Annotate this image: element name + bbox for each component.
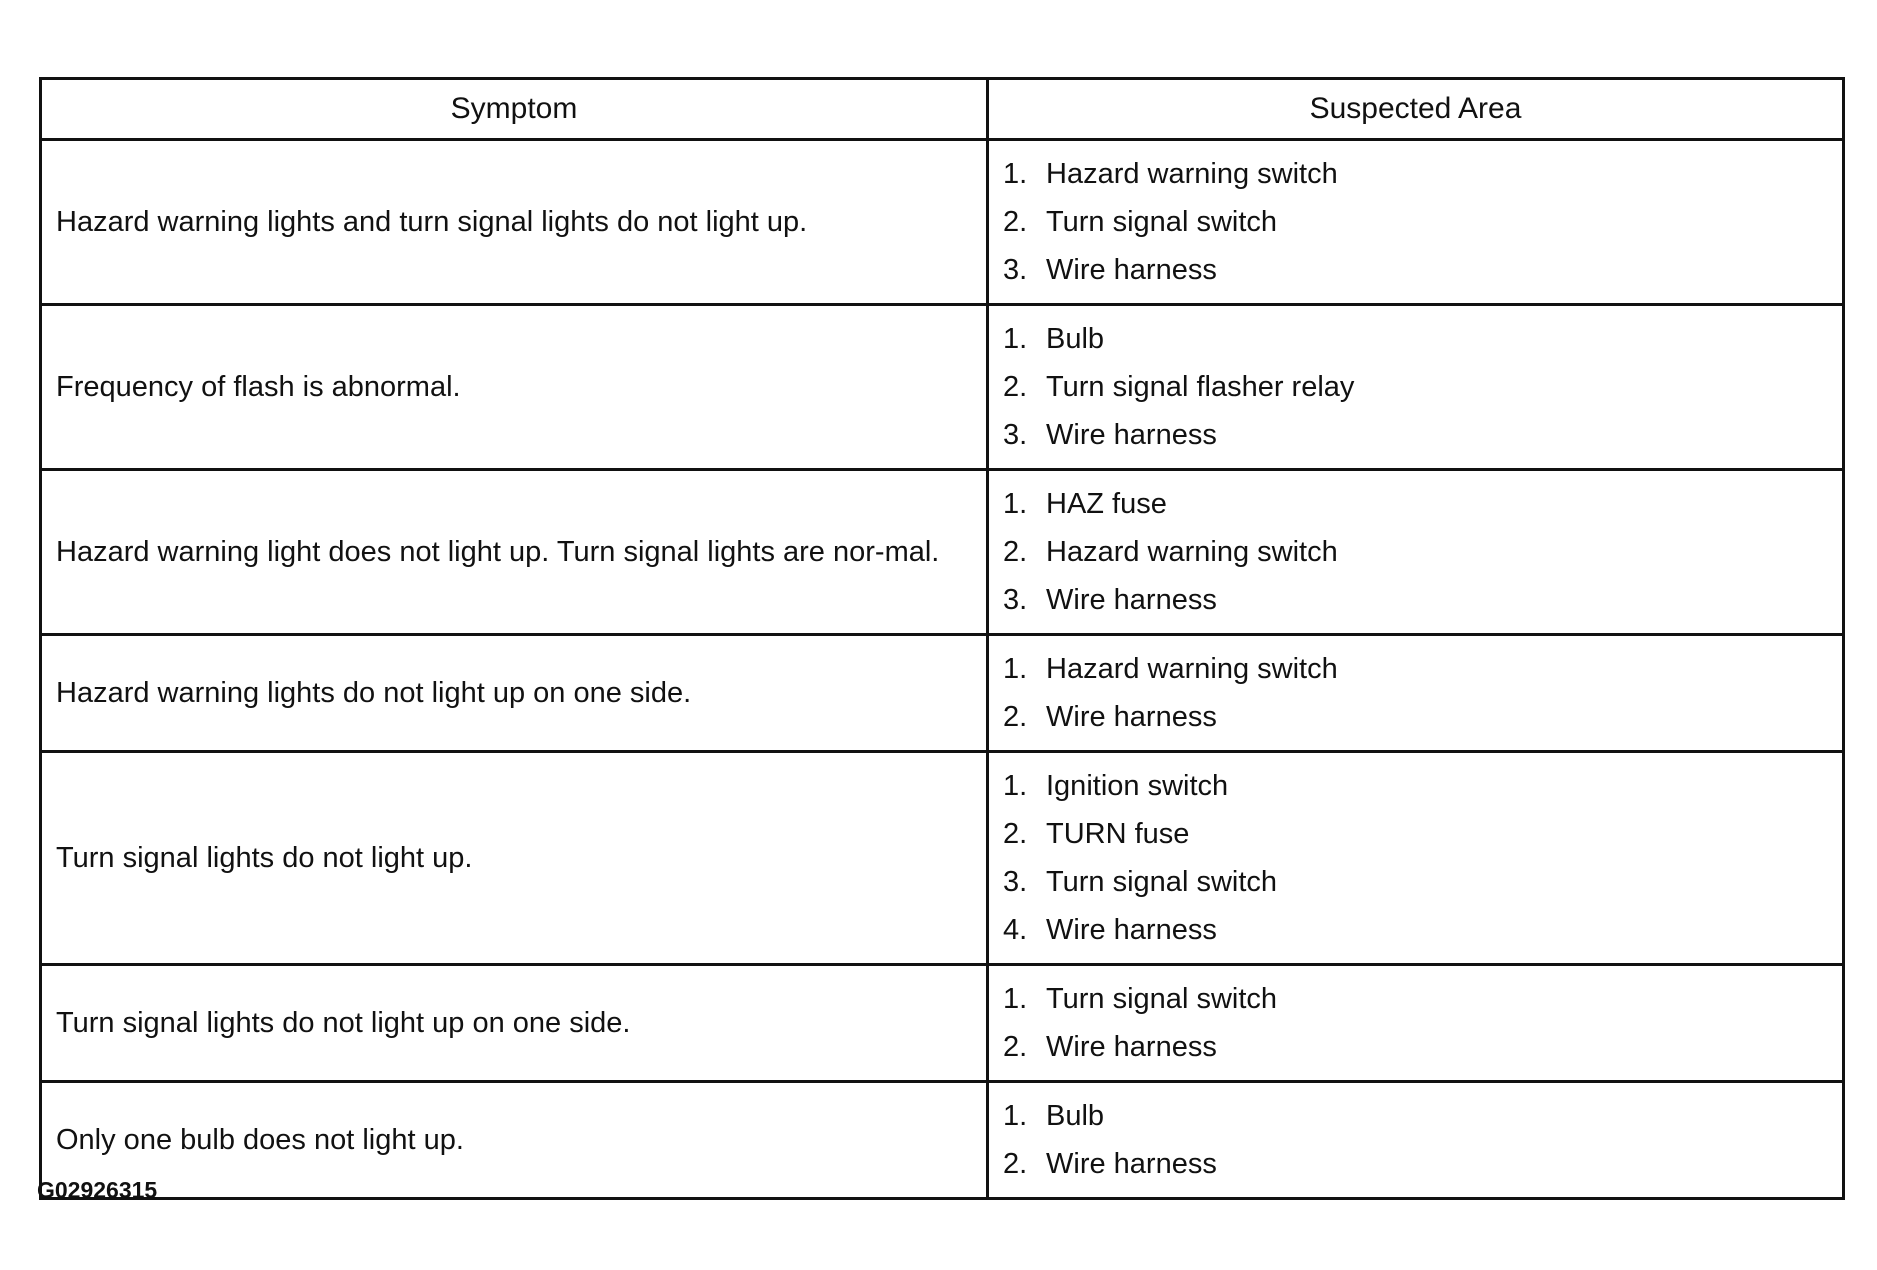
list-item (1003, 246, 1828, 294)
list-item-text: TURN fuse (1046, 818, 1190, 850)
list-item-number: 2. (1003, 1148, 1028, 1180)
table-row (41, 965, 1844, 1082)
list-item-text: Ignition switch (1046, 770, 1229, 802)
suspected-area-cell (988, 470, 1844, 635)
list-item-number: 1. (1003, 770, 1028, 802)
table-row (41, 635, 1844, 752)
list-item-number: 2. (1003, 536, 1028, 568)
list-item-text: Wire harness (1046, 1031, 1217, 1063)
list-item-number: 4. (1003, 914, 1028, 946)
symptom-cell: Hazard warning light does not light up. Turn signal lights are nor-mal. (41, 470, 988, 635)
list-item-number: 3. (1003, 419, 1028, 451)
suspected-area-list (1003, 645, 1828, 741)
list-item-number: 2. (1003, 371, 1028, 403)
suspected-area-cell (988, 635, 1844, 752)
table-row (41, 140, 1844, 305)
suspected-area-cell (988, 140, 1844, 305)
list-item-text: Turn signal switch (1046, 866, 1278, 898)
list-item-text: Hazard warning switch (1046, 653, 1338, 685)
list-item-text: Wire harness (1046, 701, 1217, 733)
list-item-text: Wire harness (1046, 254, 1217, 286)
list-item-number: 2. (1003, 1031, 1028, 1063)
table-row (41, 752, 1844, 965)
symptom-cell: Hazard warning lights and turn signal lights do not light up. (41, 140, 988, 305)
list-item (1003, 363, 1828, 411)
list-item-text: Bulb (1046, 1100, 1105, 1132)
list-item-number: 1. (1003, 653, 1028, 685)
list-item (1003, 411, 1828, 459)
list-item (1003, 762, 1828, 810)
suspected-area-list (1003, 1092, 1828, 1188)
list-item-text: Wire harness (1046, 914, 1217, 946)
suspected-area-list (1003, 480, 1828, 624)
list-item-number: 2. (1003, 701, 1028, 733)
suspected-area-list (1003, 150, 1828, 294)
symptom-cell: Turn signal lights do not light up on one side. (41, 965, 988, 1082)
list-item-text: Turn signal switch (1046, 983, 1278, 1015)
list-item-number: 1. (1003, 323, 1028, 355)
list-item-text: Wire harness (1046, 584, 1217, 616)
list-item (1003, 315, 1828, 363)
suspected-area-list (1003, 315, 1828, 459)
table-row (41, 470, 1844, 635)
suspected-area-cell (988, 965, 1844, 1082)
list-item-text: Hazard warning switch (1046, 158, 1338, 190)
list-item (1003, 198, 1828, 246)
suspected-area-cell (988, 305, 1844, 470)
list-item (1003, 576, 1828, 624)
list-item (1003, 1092, 1828, 1140)
table-header (41, 79, 1844, 140)
list-item (1003, 150, 1828, 198)
list-item-number: 1. (1003, 1100, 1028, 1132)
header-symptom: Symptom (41, 79, 988, 140)
list-item (1003, 810, 1828, 858)
list-item-text: HAZ fuse (1046, 488, 1167, 520)
symptom-cell: Turn signal lights do not light up. (41, 752, 988, 965)
list-item-text: Wire harness (1046, 419, 1217, 451)
list-item (1003, 528, 1828, 576)
list-item (1003, 1023, 1828, 1071)
symptom-table (39, 77, 1845, 1200)
symptom-cell: Frequency of flash is abnormal. (41, 305, 988, 470)
list-item (1003, 906, 1828, 954)
list-item-number: 2. (1003, 206, 1028, 238)
figure-id: G02926315 (37, 1177, 158, 1203)
suspected-area-list (1003, 975, 1828, 1071)
list-item-text: Turn signal flasher relay (1046, 371, 1355, 403)
list-item (1003, 858, 1828, 906)
list-item-text: Bulb (1046, 323, 1105, 355)
list-item-text: Turn signal switch (1046, 206, 1278, 238)
list-item (1003, 693, 1828, 741)
suspected-area-cell (988, 752, 1844, 965)
header-suspected-area: Suspected Area (988, 79, 1844, 140)
list-item-number: 2. (1003, 818, 1028, 850)
list-item (1003, 645, 1828, 693)
table-body (41, 140, 1844, 1199)
list-item-number: 3. (1003, 866, 1028, 898)
list-item (1003, 975, 1828, 1023)
list-item-number: 3. (1003, 254, 1028, 286)
suspected-area-list (1003, 762, 1828, 954)
table-row (41, 305, 1844, 470)
header-row (41, 79, 1844, 140)
list-item (1003, 480, 1828, 528)
suspected-area-cell (988, 1082, 1844, 1199)
symptom-cell: Hazard warning lights do not light up on one side. (41, 635, 988, 752)
list-item-number: 1. (1003, 158, 1028, 190)
list-item-number: 1. (1003, 983, 1028, 1015)
symptom-cell: Only one bulb does not light up. (41, 1082, 988, 1199)
table-row (41, 1082, 1844, 1199)
list-item-text: Wire harness (1046, 1148, 1217, 1180)
list-item-number: 1. (1003, 488, 1028, 520)
list-item (1003, 1140, 1828, 1188)
list-item-number: 3. (1003, 584, 1028, 616)
list-item-text: Hazard warning switch (1046, 536, 1338, 568)
